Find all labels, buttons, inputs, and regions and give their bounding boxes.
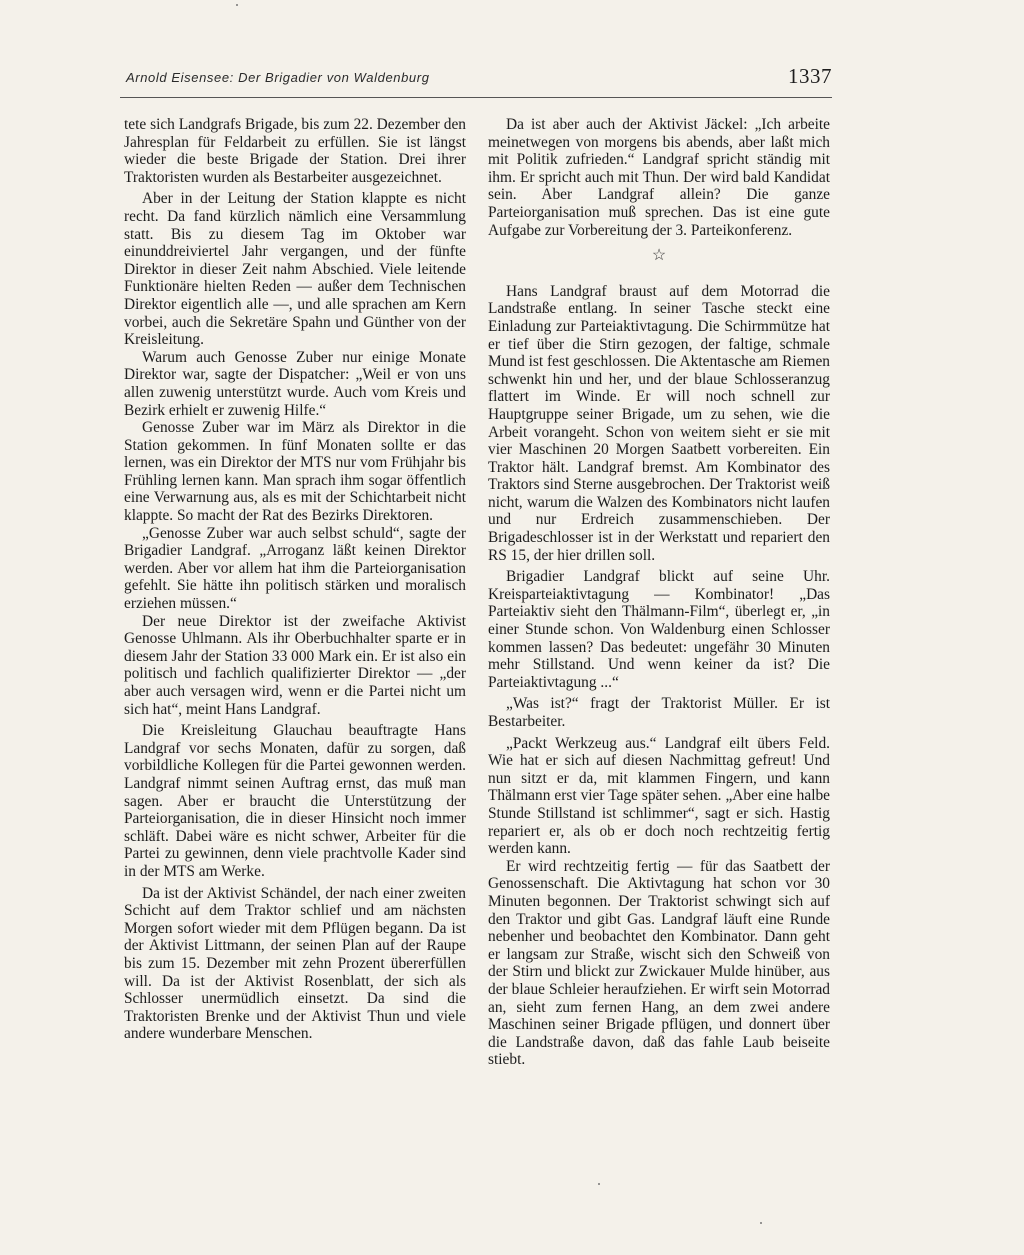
paragraph: Brigadier Landgraf blickt auf seine Uhr. Kreisparteiaktivtagung — Kombinator! „Das Parteiaktiv sieht den Thälmann-Film“, überlegt er, „in einer Stunde schon. Von Waldenburg einen Schlosser kommen lassen? Das bedeutet: ungefähr 30 Minuten mehr Stillstand. Und wenn keiner da ist? Die Parteiaktivtagung ...“ [488,568,830,691]
paragraph: Hans Landgraf braust auf dem Motorrad die Landstraße entlang. In seiner Tasche steckt eine Einladung zur Parteiaktivtagung. Die Schirmmütze hat er tief über die Stirn gezogen, der faltige, schmale Mund ist fest geschlossen. Die Aktentasche am Riemen schwenkt hin und her, und der blaue Schlosseranzug flattert im Winde. Er will noch schnell zur Hauptgruppe seiner Brigade, um zu sehen, wie die Arbeit vorangeht. Schon von weitem sieht er sie mit vier Maschinen 20 Morgen Saatbett vorbereiten. Ein Traktor hält. Landgraf bremst. Am Kombinator des Traktors sind Sterne ausgebrochen. Der Traktorist weiß nicht, warum die Walzen des Kombinators nicht laufen und nur Erdreich zusammenschieben. Der Brigadeschlosser ist in der Werkstatt und repariert den RS 15, der hier drillen soll. [488,282,830,564]
print-speck [760,1222,762,1224]
running-title: Arnold Eisensee: Der Brigadier von Waldenburg [126,70,430,85]
right-column [488,116,830,1069]
print-speck [598,1183,600,1185]
paragraph: Er wird rechtzeitig fertig — für das Saatbett der Genossenschaft. Die Aktivtagung hat schon vor 30 Minuten begonnen. Der Traktorist schwingt sich auf den Traktor und gibt Gas. Landgraf läuft eine Runde nebenher und beobachtet den Kombinator. Dann geht er langsam zur Straße, wischt sich den Schweiß von der Stirn und blickt zur Zwickauer Mulde hinüber, aus der blaue Schleier heraufziehen. Er wirft sein Motorrad an, sieht zum fernen Hang, an dem zwei andere Maschinen seiner Brigade pflügen, und donnert über die Landstraße davon, daß das fahle Laub beiseite stiebt. [488,857,830,1069]
paragraph: Die Kreisleitung Glauchau beauftragte Hans Landgraf vor sechs Monaten, dafür zu sorgen, daß vorbildliche Kollegen für die Partei gewonnen werden. Landgraf nimmt seinen Auftrag ernst, das muß man sagen. Aber er braucht die Unterstützung der Parteiorganisation, die in dieser Hinsicht noch immer schläft. Dabei wäre es nicht schwer, Arbeiter für die Partei zu gewinnen, denn viele prachtvolle Kader sind in der MTS am Werke. [124,722,466,880]
section-separator-star: ☆ [651,247,667,265]
paragraph: „Packt Werkzeug aus.“ Landgraf eilt übers Feld. Wie hat er sich auf diesen Nachmittag gefreut! Und nun sitzt er da, mit klammen Fingern, und kann Thälmann erst vier Tage später sehen. „Aber eine halbe Stunde Stillstand ist schlimmer“, sagt er sich. Hastig repariert er, als ob er doch noch rechtzeitig fertig werden kann. [488,734,830,858]
paragraph: Genosse Zuber war im März als Direktor in die Station gekommen. In fünf Monaten sollte er das lernen, was ein Direktor der MTS nur vom Frühjahr bis Frühling lernen kann. Man sprach ihm sogar öffentlich eine Verwarnung aus, als es mit der Schichtarbeit nicht klappte. So macht der Rat des Bezirks Direktoren. [124,419,466,525]
paragraph: Da ist aber auch der Aktivist Jäckel: „Ich arbeite meinetwegen von morgens bis abends, aber laßt mich mit Politik zufrieden.“ Landgraf spricht ständig mit ihm. Er spricht auch mit Thun. Der wird bald Kandidat sein. Aber Landgraf allein? Die ganze Parteiorganisation muß sprechen. Das ist eine gute Aufgabe zur Vorbereitung der 3. Parteikonferenz. [488,116,830,239]
page-number: 1337 [788,64,832,88]
paragraph: „Was ist?“ fragt der Traktorist Müller. Er ist Bestarbeiter. [488,695,830,730]
header-rule [120,97,832,98]
left-column [124,116,466,1043]
paragraph: „Genosse Zuber war auch selbst schuld“, sagte der Brigadier Landgraf. „Arroganz läßt keinen Direktor werden. Aber vor allem hat ihm die Parteiorganisation gefehlt. Sie hätte ihn politisch stärken und moralisch erziehen müssen.“ [124,524,466,613]
page-header [120,62,832,96]
paragraph: Da ist der Aktivist Schändel, der nach einer zweiten Schicht auf dem Traktor schlief und am nächsten Morgen sofort wieder mit dem Pflügen begann. Da ist der Aktivist Littmann, der seinen Plan auf der Raupe bis zum 15. Dezember mit zehn Prozent übererfüllen will. Da ist der Aktivist Rosenblatt, der sich als Schlosser unermüdlich einsetzt. Da sind die Traktoristen Brenke und der Aktivist Thun und viele andere wunderbare Menschen. [124,884,466,1043]
paragraph: Der neue Direktor ist der zweifache Aktivist Genosse Uhlmann. Als ihr Oberbuchhalter sparte er in diesem Jahr der Station 33 000 Mark ein. Er ist also ein politisch und fachlich qualifizierter Direktor — „der aber auch versagen wird, wenn er die Partei nicht um sich hat“, meint Hans Landgraf. [124,612,466,718]
print-speck [236,4,238,6]
paragraph: Aber in der Leitung der Station klappte es nicht recht. Da fand kürzlich nämlich eine Versammlung statt. Bis zu diesem Tag im Oktober war einunddreiviertel Jahr vergangen, und der fünfte Direktor in dieser Zeit nahm Abschied. Viele leitende Funktionäre hielten Reden — außer dem Technischen Direktor eigentlich alle —, und alle sprachen am Kern vorbei, auch die Sekretäre Spahn und Günther von der Kreisleitung. [124,190,466,349]
paragraph: tete sich Landgrafs Brigade, bis zum 22. Dezember den Jahresplan für Feldarbeit zu erfüllen. Sie ist längst wieder die beste Brigade der Station. Drei ihrer Traktoristen wurden als Bestarbeiter ausgezeichnet. [124,116,466,186]
paragraph: Warum auch Genosse Zuber nur einige Monate Direktor war, sagte der Dispatcher: „Weil er von uns allen zuwenig unterstützt wurde. Auch vom Kreis und Bezirk erhielt er zuwenig Hilfe.“ [124,348,466,419]
